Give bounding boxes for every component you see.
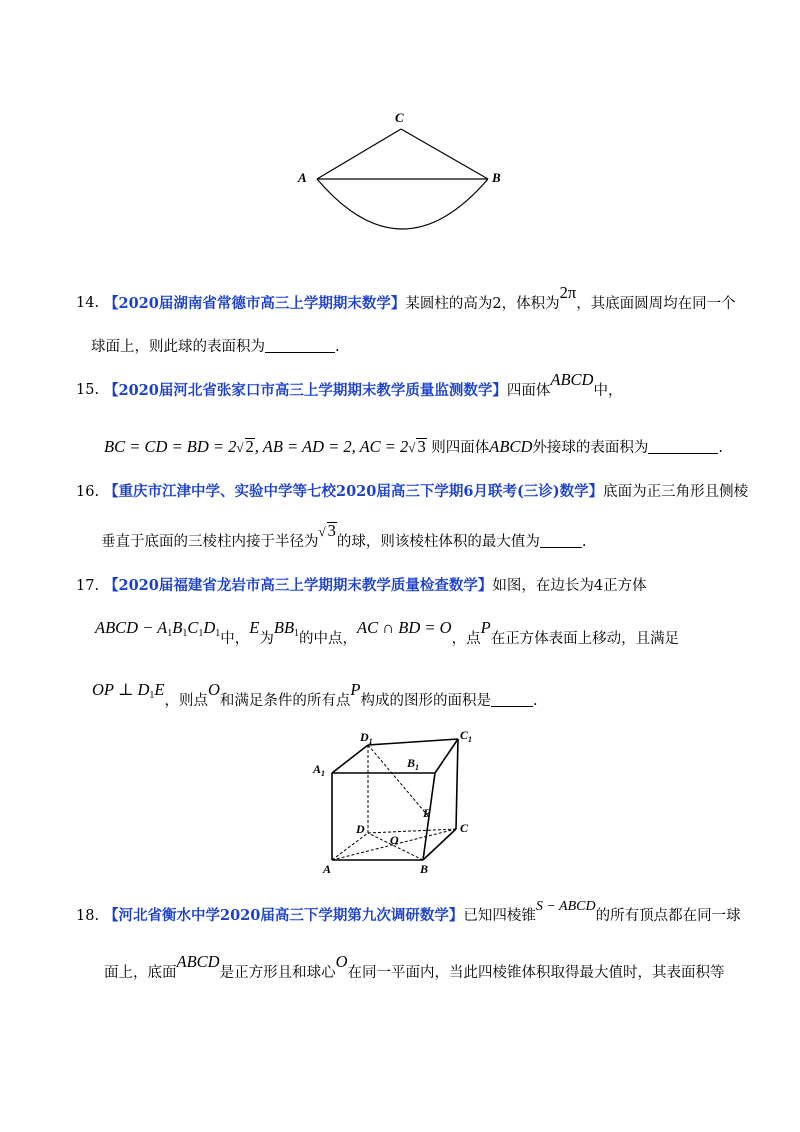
q17-text-5: ，点 <box>451 631 481 647</box>
q17-edge-bb1: BB <box>273 618 295 637</box>
segment-d1-e <box>368 745 429 817</box>
q16-number: 16. <box>76 484 100 500</box>
cube-figure <box>310 725 490 880</box>
label-d1: $D_1$ <box>360 730 373 746</box>
q17-point-e: E <box>249 618 260 637</box>
q15-eq-b: , AB = AD = 2, AC = 2 <box>254 437 409 456</box>
edge-d-c <box>368 829 456 833</box>
q18-text-5: 在同一平面内，当此四棱锥体积取得最大值时，其表面积等 <box>347 965 725 981</box>
q17-text-6: 在正方体表面上移动，且满足 <box>490 631 680 647</box>
q16-text-1: 底面为正三角形且侧棱 <box>603 484 749 500</box>
q15-eq-b-radicand: 3 <box>417 437 426 456</box>
q14-text-4: . <box>335 339 340 355</box>
q18-text-3: 面上，底面 <box>104 965 177 981</box>
q17-point-p-2: P <box>350 680 361 699</box>
q14-answer-blank[interactable] <box>265 338 335 353</box>
label-a: A <box>298 170 307 185</box>
label-o: O <box>390 833 399 847</box>
label-c: C <box>460 821 469 835</box>
q18-base: ABCD <box>176 952 220 971</box>
label-c: C <box>395 110 404 125</box>
q14-text-2: ，其底面圆周均在同一个 <box>576 296 736 312</box>
q15-answer-blank[interactable] <box>648 439 718 454</box>
q16-text-3: 的球，则该棱柱体积的最大值为 <box>336 534 540 550</box>
label-b: B <box>420 862 429 876</box>
q15-text-4: 外接球的表面积为 <box>532 440 649 456</box>
q15-eq-a: BC = CD = BD = 2 <box>104 437 237 456</box>
q17-text-2: 中， <box>220 631 250 647</box>
label-b: B <box>492 170 501 185</box>
q18-number: 18. <box>76 908 100 924</box>
arc-ab <box>317 179 488 229</box>
q17-text-4: 的中点， <box>299 631 358 647</box>
q15-eq-a-radicand: 2 <box>245 437 254 456</box>
q17-answer-blank[interactable] <box>491 692 533 707</box>
q14-volume: 2π <box>559 283 577 302</box>
q18-text-2: 的所有顶点都在同一球 <box>595 908 741 924</box>
q17-text-8: 和满足条件的所有点 <box>219 693 351 709</box>
label-c1: $C_1$ <box>460 728 473 744</box>
q17-number: 17. <box>76 578 100 594</box>
q17-text-3: 为 <box>259 631 274 647</box>
q16-answer-blank[interactable] <box>540 533 582 548</box>
edge-a1-d1 <box>332 745 368 773</box>
q17-text-9: 构成的图形的面积是 <box>360 693 491 709</box>
label-a: A <box>323 862 332 876</box>
q18-text-1: 已知四棱锥 <box>463 908 536 924</box>
q17-cube-name: ABCD − A <box>95 618 168 637</box>
segment-ca <box>317 129 401 179</box>
q17-text-7: ，则点 <box>164 693 208 709</box>
q18-text-4: 是正方形且和球心 <box>219 965 336 981</box>
label-a1: $A_1$ <box>313 762 326 778</box>
q15-text-5: . <box>718 440 723 456</box>
q17-point-o: O <box>207 680 220 699</box>
edge-d1-c1 <box>368 739 458 745</box>
q15-source[interactable]: 【2020届河北省张家口市高三上学期期末教学质量监测数学】 <box>104 382 507 399</box>
label-d: D <box>356 822 365 836</box>
edge-c-c1 <box>456 739 458 829</box>
q18-pyramid: S − ABCD <box>535 899 596 914</box>
q15-number: 15. <box>76 382 100 398</box>
q17-text-1: 如图，在边长为4正方体 <box>492 578 647 594</box>
edge-b-c <box>423 829 456 860</box>
q17-source[interactable]: 【2020届福建省龙岩市高三上学期期末教学质量检查数学】 <box>104 577 493 594</box>
q14-text-1: 某圆柱的高为2，体积为 <box>405 296 560 312</box>
q15-text-3: 则四面体 <box>431 440 490 456</box>
q15-text-2: 中， <box>593 383 623 399</box>
edge-a-d <box>332 833 368 860</box>
q14-text-3: 球面上，则此球的表面积为 <box>91 339 265 355</box>
q14-number: 14. <box>76 295 100 311</box>
segment-cb <box>401 129 488 179</box>
q16-text-4: . <box>581 534 587 550</box>
label-e: E <box>423 806 432 820</box>
q17-perp-condition: OP ⊥ D <box>92 680 150 699</box>
edge-b1-c1 <box>435 739 458 773</box>
q15-text-1: 四面体 <box>506 383 551 399</box>
q18-source[interactable]: 【河北省衡水中学2020届高三下学期第九次调研数学】 <box>104 907 464 924</box>
q16-source[interactable]: 【重庆市江津中学、实验中学等七校2020届高三下学期6月联考(三诊)数学】 <box>104 483 604 500</box>
q17-point-p: P <box>480 618 491 637</box>
q16-radius-radicand: 3 <box>327 521 336 540</box>
q14-source[interactable]: 【2020届湖南省常德市高三上学期期末数学】 <box>104 295 406 312</box>
q16-text-2: 垂直于底面的三棱柱内接于半径为 <box>101 534 319 550</box>
q18-center-o: O <box>335 952 348 971</box>
q15-tetra-2: ABCD <box>489 437 533 456</box>
q15-tetra-1: ABCD <box>550 370 594 389</box>
q17-intersection: AC ∩ BD = O <box>357 618 452 637</box>
label-b1: $B_1$ <box>407 756 420 772</box>
arc-figure <box>290 105 510 235</box>
q17-text-10: . <box>533 693 538 709</box>
